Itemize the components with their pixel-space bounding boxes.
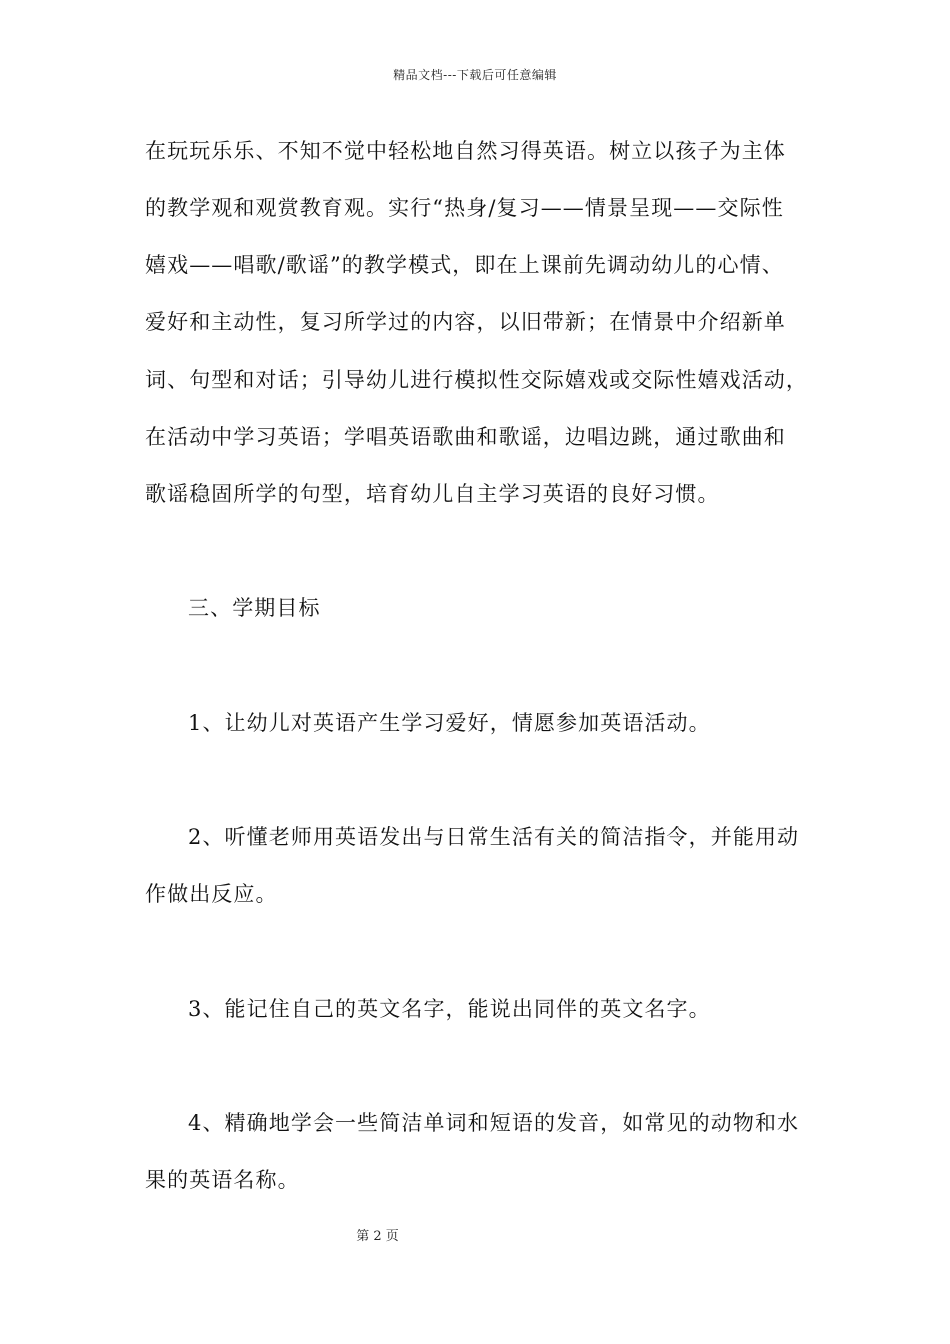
paragraph-line: 嬉戏——唱歌/歌谣”的教学模式，即在上课前先调动幼儿的心情、 [145, 253, 784, 277]
paragraph-line: 歌谣稳固所学的句型，培育幼儿自主学习英语的良好习惯。 [145, 482, 720, 506]
page-header: 精品文档---下载后可任意编辑 [393, 68, 557, 82]
paragraph-line: 在活动中学习英语；学唱英语歌曲和歌谣，边唱边跳，通过歌曲和 [145, 425, 786, 449]
goal-item-2-continuation: 作做出反应。 [145, 882, 278, 906]
goal-item-4-continuation: 果的英语名称。 [145, 1168, 300, 1192]
paragraph-line: 爱好和主动性，复习所学过的内容，以旧带新；在情景中介绍新单 [145, 310, 786, 334]
goal-item-4: 4、精确地学会一些简洁单词和短语的发音，如常见的动物和水 [188, 1111, 800, 1135]
paragraph-line: 在玩玩乐乐、不知不觉中轻松地自然习得英语。树立以孩子为主体 [145, 139, 786, 163]
section-heading: 三、学期目标 [188, 596, 321, 620]
page-number: 第 2 页 [356, 1229, 399, 1244]
goal-item-3: 3、能记住自己的英文名字，能说出同伴的英文名字。 [188, 997, 711, 1021]
goal-item-2: 2、听懂老师用英语发出与日常生活有关的简洁指令，并能用动 [188, 825, 800, 849]
paragraph-line: 的教学观和观赏教育观。实行“热身/复习——情景呈现——交际性 [145, 196, 784, 220]
goal-item-1: 1、让幼儿对英语产生学习爱好，情愿参加英语活动。 [188, 711, 711, 735]
paragraph-line: 词、句型和对话；引导幼儿进行模拟性交际嬉戏或交际性嬉戏活动， [145, 368, 808, 392]
